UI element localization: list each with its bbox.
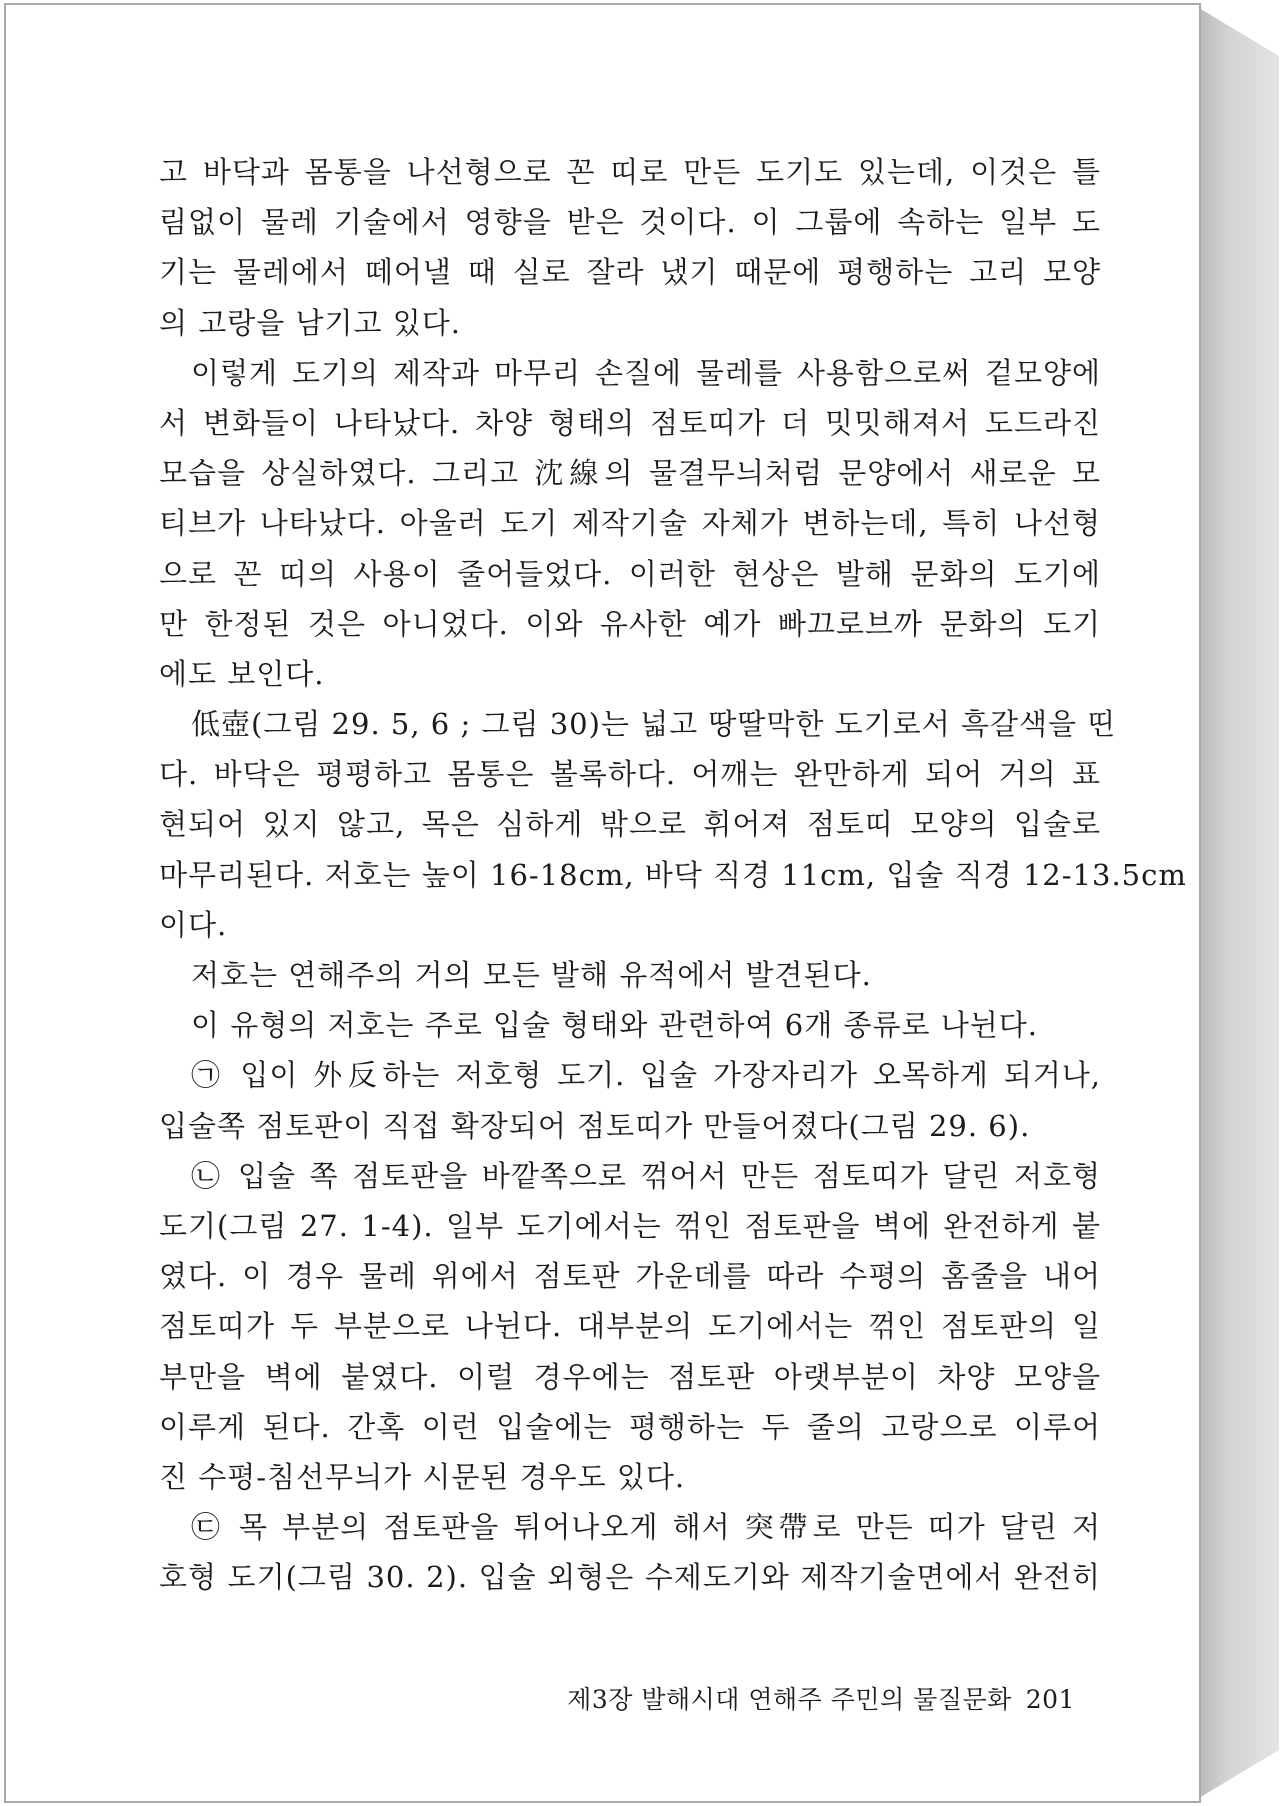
text-line: 진 수평-침선무늬가 시문된 경우도 있다. — [159, 1459, 686, 1494]
text-line: ㉢ 목 부분의 점토판을 튀어나오게 해서 突帶로 만든 띠가 달린 저 — [191, 1510, 1101, 1545]
text-line: 서 변화들이 나타났다. 차양 형태의 점토띠가 더 밋밋해져서 도드라진 — [159, 405, 1101, 440]
text-line: 부만을 벽에 붙였다. 이럴 경우에는 점토판 아랫부분이 차양 모양을 — [159, 1359, 1101, 1394]
text-line: 이루게 된다. 간혹 이런 입술에는 평행하는 두 줄의 고랑으로 이루어 — [159, 1409, 1101, 1444]
text-line: 다. 바닥은 평평하고 몸통은 볼록하다. 어깨는 완만하게 되어 거의 표 — [159, 757, 1101, 792]
text-line: ㉠ 입이 外反하는 저호형 도기. 입술 가장자리가 오목하게 되거나, — [191, 1058, 1101, 1093]
text-line: 이렇게 도기의 제작과 마무리 손질에 물레를 사용함으로써 겉모양에 — [191, 355, 1101, 390]
body-text — [159, 147, 1187, 1602]
text-line: 점토띠가 두 부분으로 나뉜다. 대부분의 도기에서는 꺾인 점토판의 일 — [159, 1309, 1101, 1344]
text-line: 의 고랑을 남기고 있다. — [159, 305, 461, 340]
text-line: 호형 도기(그림 30. 2). 입술 외형은 수제도기와 제작기술면에서 완전히 — [159, 1560, 1101, 1595]
text-line: 으로 꼰 띠의 사용이 줄어들었다. 이러한 현상은 발해 문화의 도기에 — [159, 556, 1101, 591]
text-line: 입술쪽 점토판이 직접 확장되어 점토띠가 만들어졌다(그림 29. 6). — [159, 1108, 1031, 1143]
text-line: 모습을 상실하였다. 그리고 沈線의 물결무늬처럼 문양에서 새로운 모 — [159, 456, 1101, 491]
text-line: 이 유형의 저호는 주로 입술 형태와 관련하여 6개 종류로 나뉜다. — [191, 1008, 1038, 1043]
page-number: 201 — [1025, 1685, 1075, 1714]
text-line: 만 한정된 것은 아니었다. 이와 유사한 예가 빠끄로브까 문화의 도기 — [159, 606, 1101, 641]
page-edge-shadow — [1199, 8, 1279, 1798]
text-line: 低壺(그림 29. 5, 6 ; 그림 30)는 넓고 땅딸막한 도기로서 흑갈색을 띤 — [191, 707, 1117, 742]
text-line: 기는 물레에서 떼어낼 때 실로 잘라 냈기 때문에 평행하는 고리 모양 — [159, 255, 1101, 290]
page-sheet — [4, 3, 1201, 1803]
page-footer — [560, 1680, 1075, 1716]
text-line: ㉡ 입술 쪽 점토판을 바깥쪽으로 꺾어서 만든 점토띠가 달린 저호형 — [191, 1158, 1101, 1193]
text-line: 도기(그림 27. 1-4). 일부 도기에서는 꺾인 점토판을 벽에 완전하게 붙 — [159, 1208, 1101, 1243]
text-line: 이다. — [159, 907, 228, 942]
text-line: 였다. 이 경우 물레 위에서 점토판 가운데를 따라 수평의 홈줄을 내어 — [159, 1259, 1101, 1294]
text-line: 현되어 있지 않고, 목은 심하게 밖으로 휘어져 점토띠 모양의 입술로 — [159, 807, 1101, 842]
text-line: 티브가 나타났다. 아울러 도기 제작기술 자체가 변하는데, 특히 나선형 — [159, 506, 1101, 541]
text-line: 에도 보인다. — [159, 656, 325, 691]
text-line: 저호는 연해주의 거의 모든 발해 유적에서 발견된다. — [191, 958, 872, 992]
text-line: 고 바닥과 몸통을 나선형으로 꼰 띠로 만든 도기도 있는데, 이것은 틀 — [159, 155, 1101, 189]
text-line: 마무리된다. 저호는 높이 16-18cm, 바닥 직경 11cm, 입술 직경 12-13.5cm — [159, 857, 1187, 892]
text-line: 림없이 물레 기술에서 영향을 받은 것이다. 이 그룹에 속하는 일부 도 — [159, 205, 1101, 240]
running-title: 제3장 발해시대 연해주 주민의 물질문화 — [567, 1685, 1012, 1714]
